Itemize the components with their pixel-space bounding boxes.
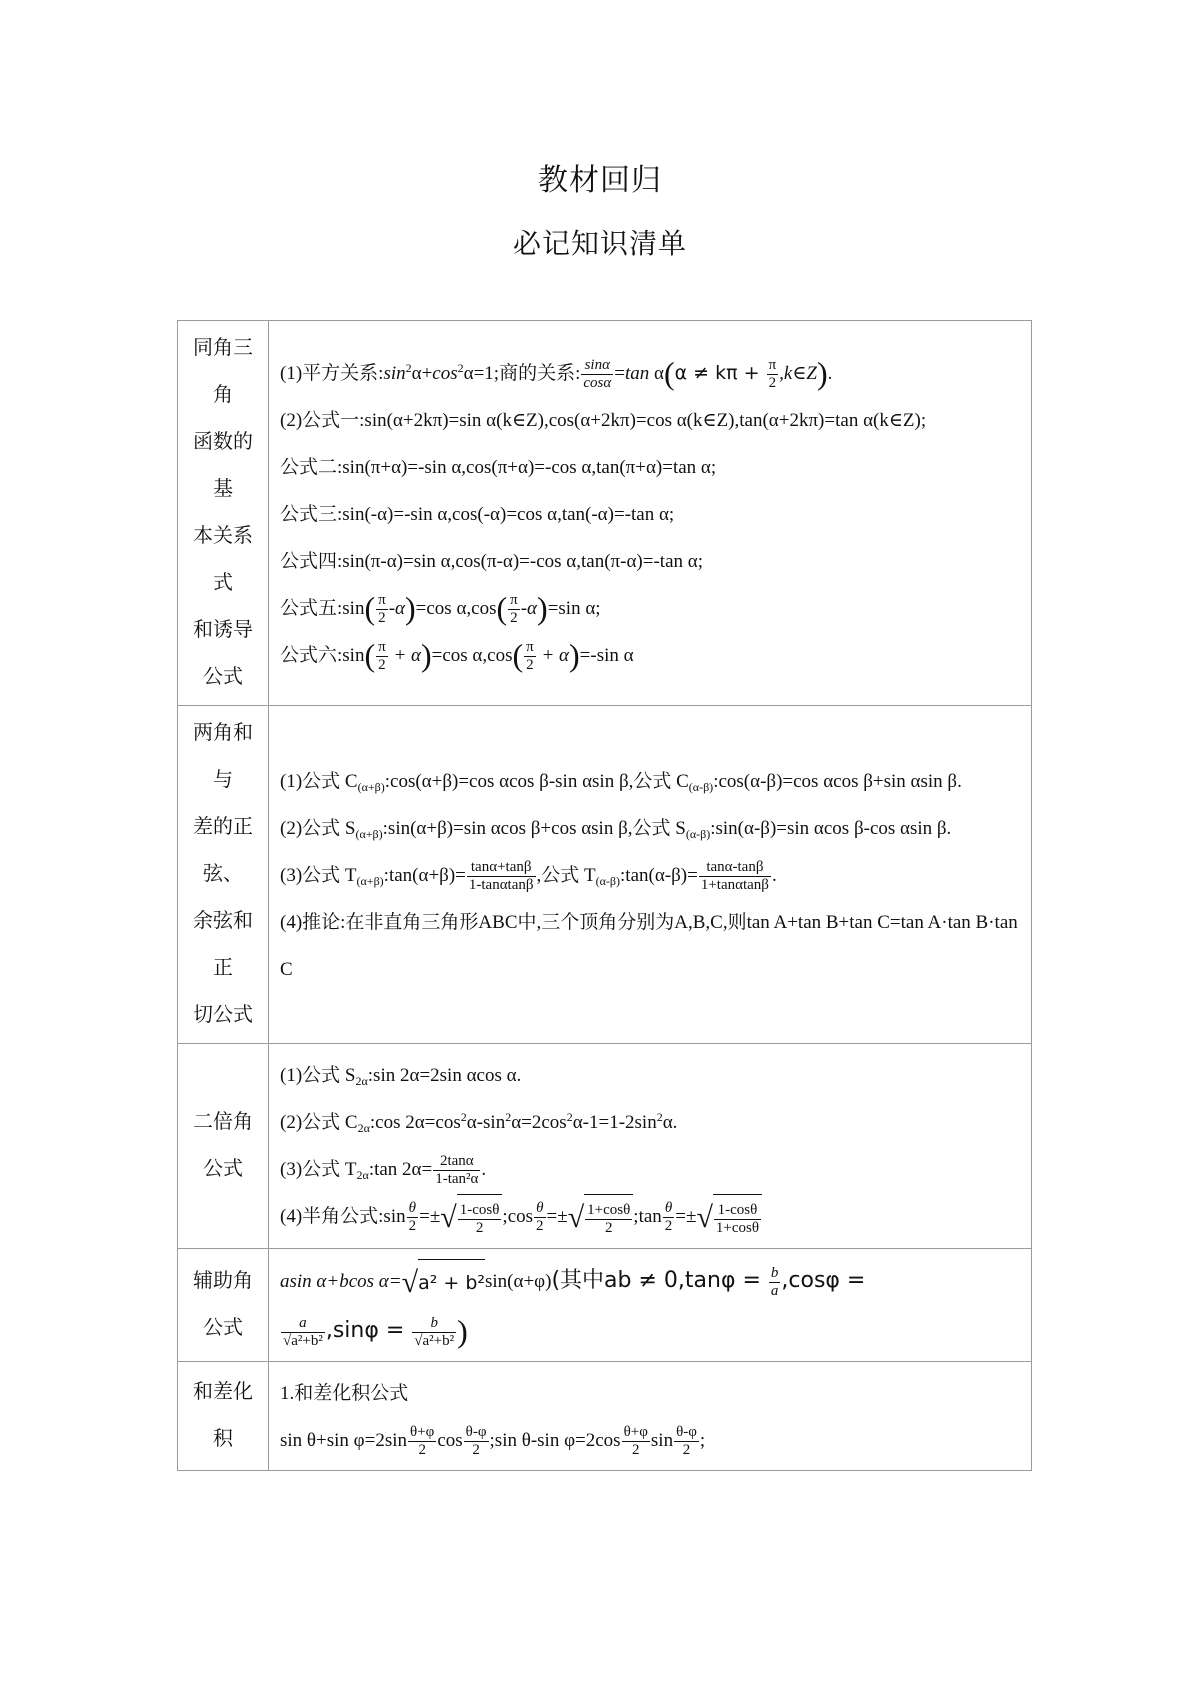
category-line: 公式 — [203, 666, 243, 688]
category-line: 基 — [213, 478, 233, 500]
formula-line: 1.和差化积公式 — [280, 1382, 409, 1404]
formula-line: 公式五:sin( $\frac{\pi}{2}$ -α)=cos α,cos( $\frac{\pi}{2}$ -α)=sin α; — [280, 589, 601, 626]
formula-line: sin θ+sin φ=2sin $\frac{\theta+\varphi}{2}$ cos $\frac{\theta-\varphi}{2}$ ;sin θ-sin φ=2cos $\frac{\theta+\varphi}{2}$ sin $\frac{\theta-\varphi}{2}$ ; — [280, 1424, 706, 1459]
category-line: 公式 — [203, 1316, 243, 1339]
formula-line: $\frac{a}{\text{√a²+b²}}$ ,sinφ = $\frac{b}{\text{√a²+b²}}$ ) — [283, 1312, 468, 1350]
category-line: 和诱导 — [193, 619, 253, 641]
category-cell — [178, 1044, 269, 1249]
formula-line: (1)公式 $C_{(\alpha+\beta)}:\cos(\alpha+\beta)=\cos$ αcos β-sin αsin β,公式 $C_{(\alpha-\beta)}:\cos(\alpha-\beta)=\cos$ αcos β+sin αsin β. — [280, 771, 962, 794]
category-line: 同角三 — [193, 337, 253, 359]
category-cell — [178, 1361, 269, 1470]
formula-line: asin α+bcos α=√a² + b²sin(α+φ)(其中ab ≠ 0,tanφ = $\frac{b}{a}$ ,cosφ = — [280, 1257, 1021, 1307]
table-row — [178, 1361, 1032, 1470]
formula-line: (4)推论:在非直角三角形ABC中,三个顶角分别为A,B,C,则tan A+tan B+tan C=tan A·tan B·tan C — [280, 912, 1018, 980]
content-cell — [269, 1044, 1032, 1249]
category-line: 正 — [213, 957, 233, 979]
category-cell — [178, 706, 269, 1044]
formula-line: 公式四:sin(π-α)=sin α,cos(π-α)=-cos α,tan(π-α)=-tan α; — [280, 550, 703, 572]
fraction: $\frac{\sin\alpha}{\cos\alpha}$ — [583, 356, 612, 391]
formula-line: (1)平方关系$:\sin^2\alpha+\cos^2\alpha=1$;商的关系: $\frac{\sin\alpha}{\cos\alpha}$ =tan α(α ≠ kπ + $\frac{\pi}{2}$ ,k∈Z). — [280, 354, 833, 391]
content-cell — [269, 1361, 1032, 1470]
table-row — [178, 1248, 1032, 1361]
category-line: 余弦和 — [193, 910, 253, 932]
category-line: 两角和 — [193, 722, 253, 744]
content-cell — [269, 1248, 1032, 1361]
formula-line: 公式六:sin( $\frac{\pi}{2}$ + α)=cos α,cos( $\frac{\pi}{2}$ + α)=-sin α — [280, 636, 634, 673]
category-line: 公式 — [203, 1157, 243, 1180]
category-line: 角 — [213, 384, 233, 406]
category-line: 二倍角 — [193, 1110, 253, 1133]
table-row — [178, 321, 1032, 706]
formula-line: 公式二:sin(π+α)=-sin α,cos(π+α)=-cos α,tan(π+α)=tan α; — [280, 456, 717, 478]
square-root: √ $\frac{1-\cos\theta}{2}$ — [440, 1193, 502, 1242]
content-cell — [269, 321, 1032, 706]
category-line: 差的正 — [193, 816, 253, 838]
formula-line: (2)公式 $C_{2\alpha}:\cos$ $2\alpha=\cos^2\alpha-\sin^2\alpha=2\cos^2\alpha-1=1-2\sin^2\alpha$. — [280, 1110, 678, 1135]
formula-line: (2)公式 $S_{(\alpha+\beta)}:\sin(\alpha+\beta)=\sin$ αcos β+cos αsin β,公式 $S_{(\alpha-\beta)}:\sin(\alpha-\beta)=\sin$ αcos β-cos αsin β. — [280, 818, 952, 841]
category-line: 切公式 — [193, 1004, 253, 1026]
page-subtitle: 必记知识清单 — [512, 227, 687, 260]
category-line: 函数的 — [193, 431, 253, 453]
table-row — [178, 706, 1032, 1044]
category-line: 积 — [213, 1427, 233, 1450]
formula-line: (2)公式一:sin(α+2kπ)=sin α(k∈Z),cos(α+2kπ)=cos α(k∈Z),tan(α+2kπ)=tan α(k∈Z); — [280, 409, 927, 431]
category-cell — [178, 321, 269, 706]
formula-line: (4)半角公式:sin $\frac{\theta}{2}$ =±√ $\frac{1-\cos\theta}{2}$ ;cos $\frac{\theta}{2}$ =±√ $\frac{1+\cos\theta}{2}$ ;tan $\frac{\theta}{2}$ =±√ $\frac{1-\cos\theta}{1+\cos\theta}$ — [280, 1193, 1021, 1242]
formula-line: 公式三:sin(-α)=-sin α,cos(-α)=cos α,tan(-α)=-tan α; — [280, 503, 675, 525]
formula-line: (3)公式 $T_{2\alpha}:\tan$ 2α= $\frac{2\tan\alpha}{\text{1-tan²α}}$ . — [280, 1153, 487, 1188]
category-cell — [178, 1248, 269, 1361]
content-cell — [269, 706, 1032, 1044]
category-line: 与 — [213, 769, 233, 791]
category-line: 辅助角 — [193, 1269, 253, 1292]
knowledge-table — [177, 320, 1032, 1471]
formula-line: (3)公式 $T_{(\alpha+\beta)}:\tan(\alpha+\beta)=$ $\frac{\tan\alpha+\tan\beta}{1-\tan\alpha\tan\beta}$ ,公式 $T_{(\alpha-\beta)}:\tan(\alpha-\beta)=$ $\frac{\tan\alpha-\tan\beta}{1+\tan\alpha\tan\beta}$ . — [280, 859, 777, 894]
formula-line: (1)公式 $S_{2\alpha}:\sin$ 2α=2sin αcos α. — [280, 1065, 522, 1088]
square-root: √ $\frac{1-\cos\theta}{1+\cos\theta}$ — [696, 1193, 762, 1242]
category-line: 和差化 — [193, 1380, 253, 1403]
category-line: 式 — [213, 572, 233, 594]
table-row — [178, 1044, 1032, 1249]
category-line: 弦、 — [203, 863, 243, 885]
page-title: 教材回归 — [538, 163, 662, 198]
square-root: √ $\frac{1+\cos\theta}{2}$ — [568, 1193, 634, 1242]
category-line: 本关系 — [193, 525, 253, 547]
